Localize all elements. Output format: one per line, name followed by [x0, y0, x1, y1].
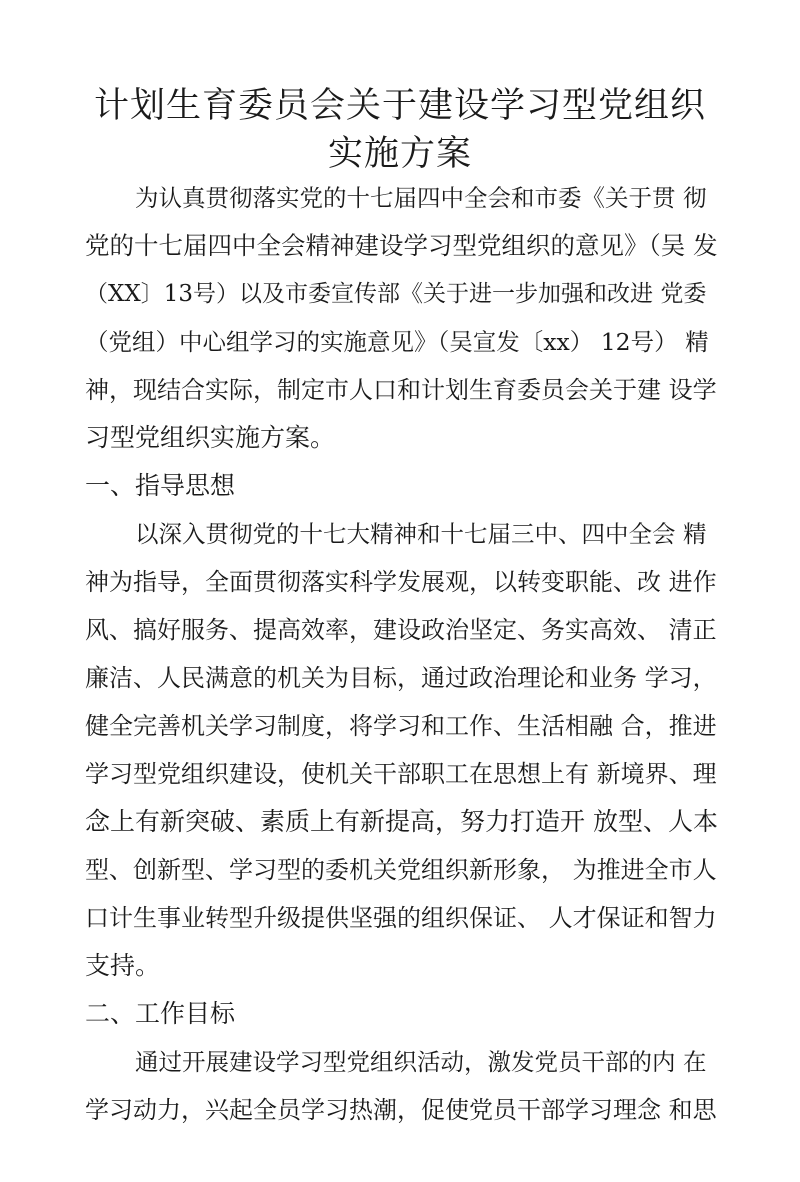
section1-line-3: 风、搞好服务、提高效率，建设政治坚定、务实高效、 清正 — [85, 616, 717, 644]
section1-line-10: 支持。 — [85, 951, 161, 980]
section1-line-1: 以深入贯彻党的十七大精神和十七届三中、四中全会 精 — [135, 520, 707, 548]
intro-line-6: 习型党组织实施方案。 — [85, 423, 336, 452]
section2-line-2: 学习动力，兴起全员学习热潮，促使党员干部学习理念 和思 — [85, 1096, 717, 1124]
intro-line-4: （党组）中心组学习的实施意见》（吴宣发〔xx） 12号） 精 — [85, 328, 709, 356]
intro-line-5: 神，现结合实际，制定市人口和计划生育委员会关于建 设学 — [85, 376, 717, 404]
document-title-line-2: 实施方案 — [327, 134, 472, 174]
section2-line-1: 通过开展建设学习型党组织活动，激发党员干部的内 在 — [135, 1048, 707, 1076]
section1-line-9: 口计生事业转型升级提供坚强的组织保证、 人才保证和智力 — [85, 904, 717, 932]
section1-line-6: 学习型党组织建设，使机关干部职工在思想上有 新境界、理 — [85, 760, 717, 788]
intro-line-2: 党的十七届四中全会精神建设学习型党组织的意见》（吴 发 — [85, 231, 718, 260]
section1-line-2: 神为指导，全面贯彻落实科学发展观，以转变职能、改 进作 — [85, 568, 717, 596]
section1-line-8: 型、创新型、学习型的委机关党组织新形象， 为推进全市人 — [85, 856, 717, 884]
document-title-line-1: 计划生育委员会关于建设学习型党组织 — [93, 86, 706, 126]
section1-line-5: 健全完善机关学习制度，将学习和工作、生活相融 合，推进 — [85, 712, 717, 740]
section-heading-work-goals: 二、工作目标 — [85, 999, 236, 1028]
section1-line-4: 廉洁、人民满意的机关为目标，通过政治理论和业务 学习， — [85, 664, 717, 692]
intro-line-3: （XX〕13号）以及市委宣传部《关于进一步加强和改进 党委 — [85, 281, 707, 307]
section1-line-7: 念上有新突破、素质上有新提高，努力打造开 放型、人本 — [85, 807, 718, 836]
section-heading-guiding-thought: 一、指导思想 — [85, 471, 236, 500]
intro-line-1: 为认真贯彻落实党的十七届四中全会和市委《关于贯 彻 — [135, 184, 707, 212]
